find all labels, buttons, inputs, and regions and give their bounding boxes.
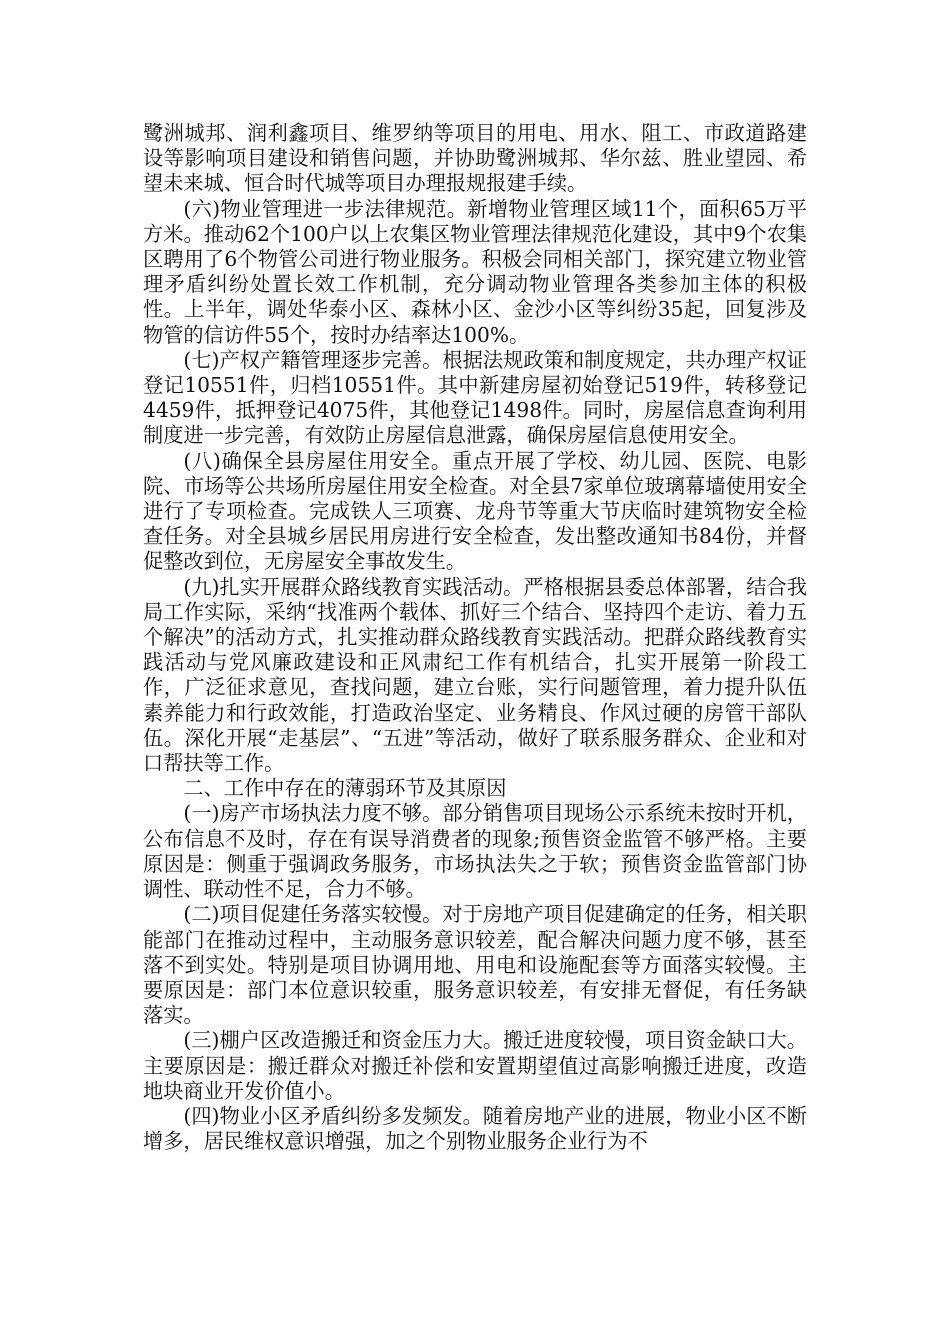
paragraph-property-management: (六)物业管理进一步法律规范。新增物业管理区域11个，面积65万平方米。推动62个100户以上农集区物业管理法律规范化建设，其中9个农集区聘用了6个物管公司进行物业服务。积极会同相关部门，探究建立物业管理矛盾纠纷处置长效工作机制，充分调动物业管理各类参加主体的积极性。上半年，调处华泰小区、森林小区、金沙小区等纠纷35起，回复涉及物管的信访件55个，按时办结率达100%。 — [143, 196, 807, 347]
section-heading: 二、工作中存在的薄弱环节及其原因 — [183, 776, 507, 801]
paragraph-project-promotion: (二)项目促建任务落实较慢。对于房地产项目促建确定的任务，相关职能部门在推动过程中，主动服务意识较差，配合解决问题力度不够，甚至落不到实处。特别是项目协调用地、用电和设施配套等方面落实较慢。主要原因是：部门本位意识较重，服务意识较差，有安排无督促，有任务缺落实。 — [143, 902, 807, 1028]
paragraph-shantytown-renovation: (三)棚户区改造搬迁和资金压力大。搬迁进度较慢，项目资金缺口大。主要原因是：搬迁群众对搬迁补偿和安置期望值过高影响搬迁进度，改造地块商业开发价值小。 — [143, 1028, 807, 1103]
paragraph-property-rights: (七)产权产籍管理逐步完善。根据法规政策和制度规定，共办理产权证登记10551件，归档10551件。其中新建房屋初始登记519件，转移登记 4459件，抵押登记4075件，其他登记1498件。同时，房屋信息查询利用制度进一步完善，有效防止房屋信息泄露，确保房屋信息使用安全。 — [143, 347, 807, 448]
paragraph-continuation: 鹭洲城邦、润利鑫项目、维罗纳等项目的用电、用水、阻工、市政道路建设等影响项目建设和销售问题，并协助鹭洲城邦、华尔兹、胜业望园、希望未来城、恒合时代城等项目办理报规报建手续。 — [143, 121, 807, 196]
paragraph-mass-line-campaign: (九)扎实开展群众路线教育实践活动。严格根据县委总体部署，结合我局工作实际，采纳“找准两个载体、抓好三个结合、坚持四个走访、着力五个解决”的活动方式，扎实推动群众路线教育实践活动。把群众路线教育实践活动与党风廉政建设和正风肃纪工作有机结合，扎实开展第一阶段工作，广泛征求意见，查找问题，建立台账，实行问题管理，着力提升队伍素养能力和行政效能，打造政治坚定、业务精良、作风过硬的房管干部队伍。深化开展“走基层”、“五进”等活动，做好了联系服务群众、企业和对口帮扶等工作。 — [143, 574, 807, 776]
paragraph-housing-safety: (八)确保全县房屋住用安全。重点开展了学校、幼儿园、医院、电影院、市场等公共场所房屋住用安全检查。对全县7家单位玻璃幕墙使用安全进行了专项检查。完成铁人三项赛、龙舟节等重大节庆临时建筑物安全检查任务。对全县城乡居民用房进行安全检查，发出整改通知书84份，并督促整改到位，无房屋安全事故发生。 — [143, 448, 807, 574]
document-body — [143, 121, 807, 1154]
paragraph-property-disputes: (四)物业小区矛盾纠纷多发频发。随着房地产业的进展，物业小区不断增多，居民维权意识增强，加之个别物业服务企业行为不 — [143, 1103, 807, 1154]
paragraph-market-enforcement: (一)房产市场执法力度不够。部分销售项目现场公示系统未按时开机，公布信息不及时，存在有误导消费者的现象;预售资金监管不够严格。主要原因是：侧重于强调政务服务，市场执法失之于软；预售资金监管部门协调性、联动性不足，合力不够。 — [143, 801, 807, 902]
